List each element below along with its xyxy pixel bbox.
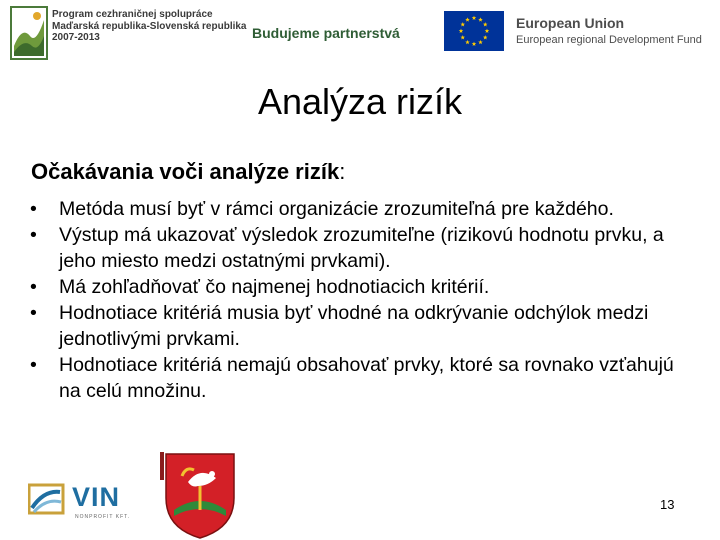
vin-logo-text: VIN xyxy=(72,482,121,512)
bullet-item: • Výstup má ukazovať výsledok zrozumiteľne (rizikovú hodnotu prvku, a jeho miesto medzi ostatnými prvkami). xyxy=(30,222,680,274)
slide-title: Analýza rizík xyxy=(257,81,463,122)
subheading-colon: : xyxy=(339,159,346,184)
bullet-item: • Metóda musí byť v rámci organizácie zrozumiteľná pre každého. xyxy=(30,196,680,222)
page-number: 13 xyxy=(660,497,675,512)
eu-title: European Union xyxy=(516,15,625,31)
bullet-item: • Hodnotiace kritériá musia byť vhodné na odkrývanie odchýlok medzi jednotlivými prvkami. xyxy=(30,300,680,352)
program-text xyxy=(52,9,247,44)
coat-of-arms-icon xyxy=(160,452,238,540)
eu-subtitle: European regional Development Fund xyxy=(516,34,702,46)
bullet-item: • Má zohľadňovať čo najmenej hodnotiacich kritérií. xyxy=(30,274,680,300)
bullet-item: • Hodnotiace kritériá nemajú obsahovať prvky, ktoré sa rovnako vzťahujú na celú množinu. xyxy=(30,352,680,404)
partnership-slogan: Budujeme partnerstvá xyxy=(252,25,400,41)
program-line: 2007-2013 xyxy=(52,32,100,43)
program-logo-icon xyxy=(10,6,48,60)
slide-header xyxy=(0,0,720,70)
vin-logo-subtext: NONPROFIT KFT. xyxy=(75,514,131,520)
subheading-text: Očakávania voči analýze rizík xyxy=(31,159,340,184)
eu-flag-icon xyxy=(444,11,504,51)
program-line: Program cezhraničnej spolupráce xyxy=(52,9,213,20)
slide-subheading xyxy=(31,158,345,186)
program-line: Maďarská republika-Slovenská republika xyxy=(52,20,247,32)
bullet-list xyxy=(30,196,680,404)
